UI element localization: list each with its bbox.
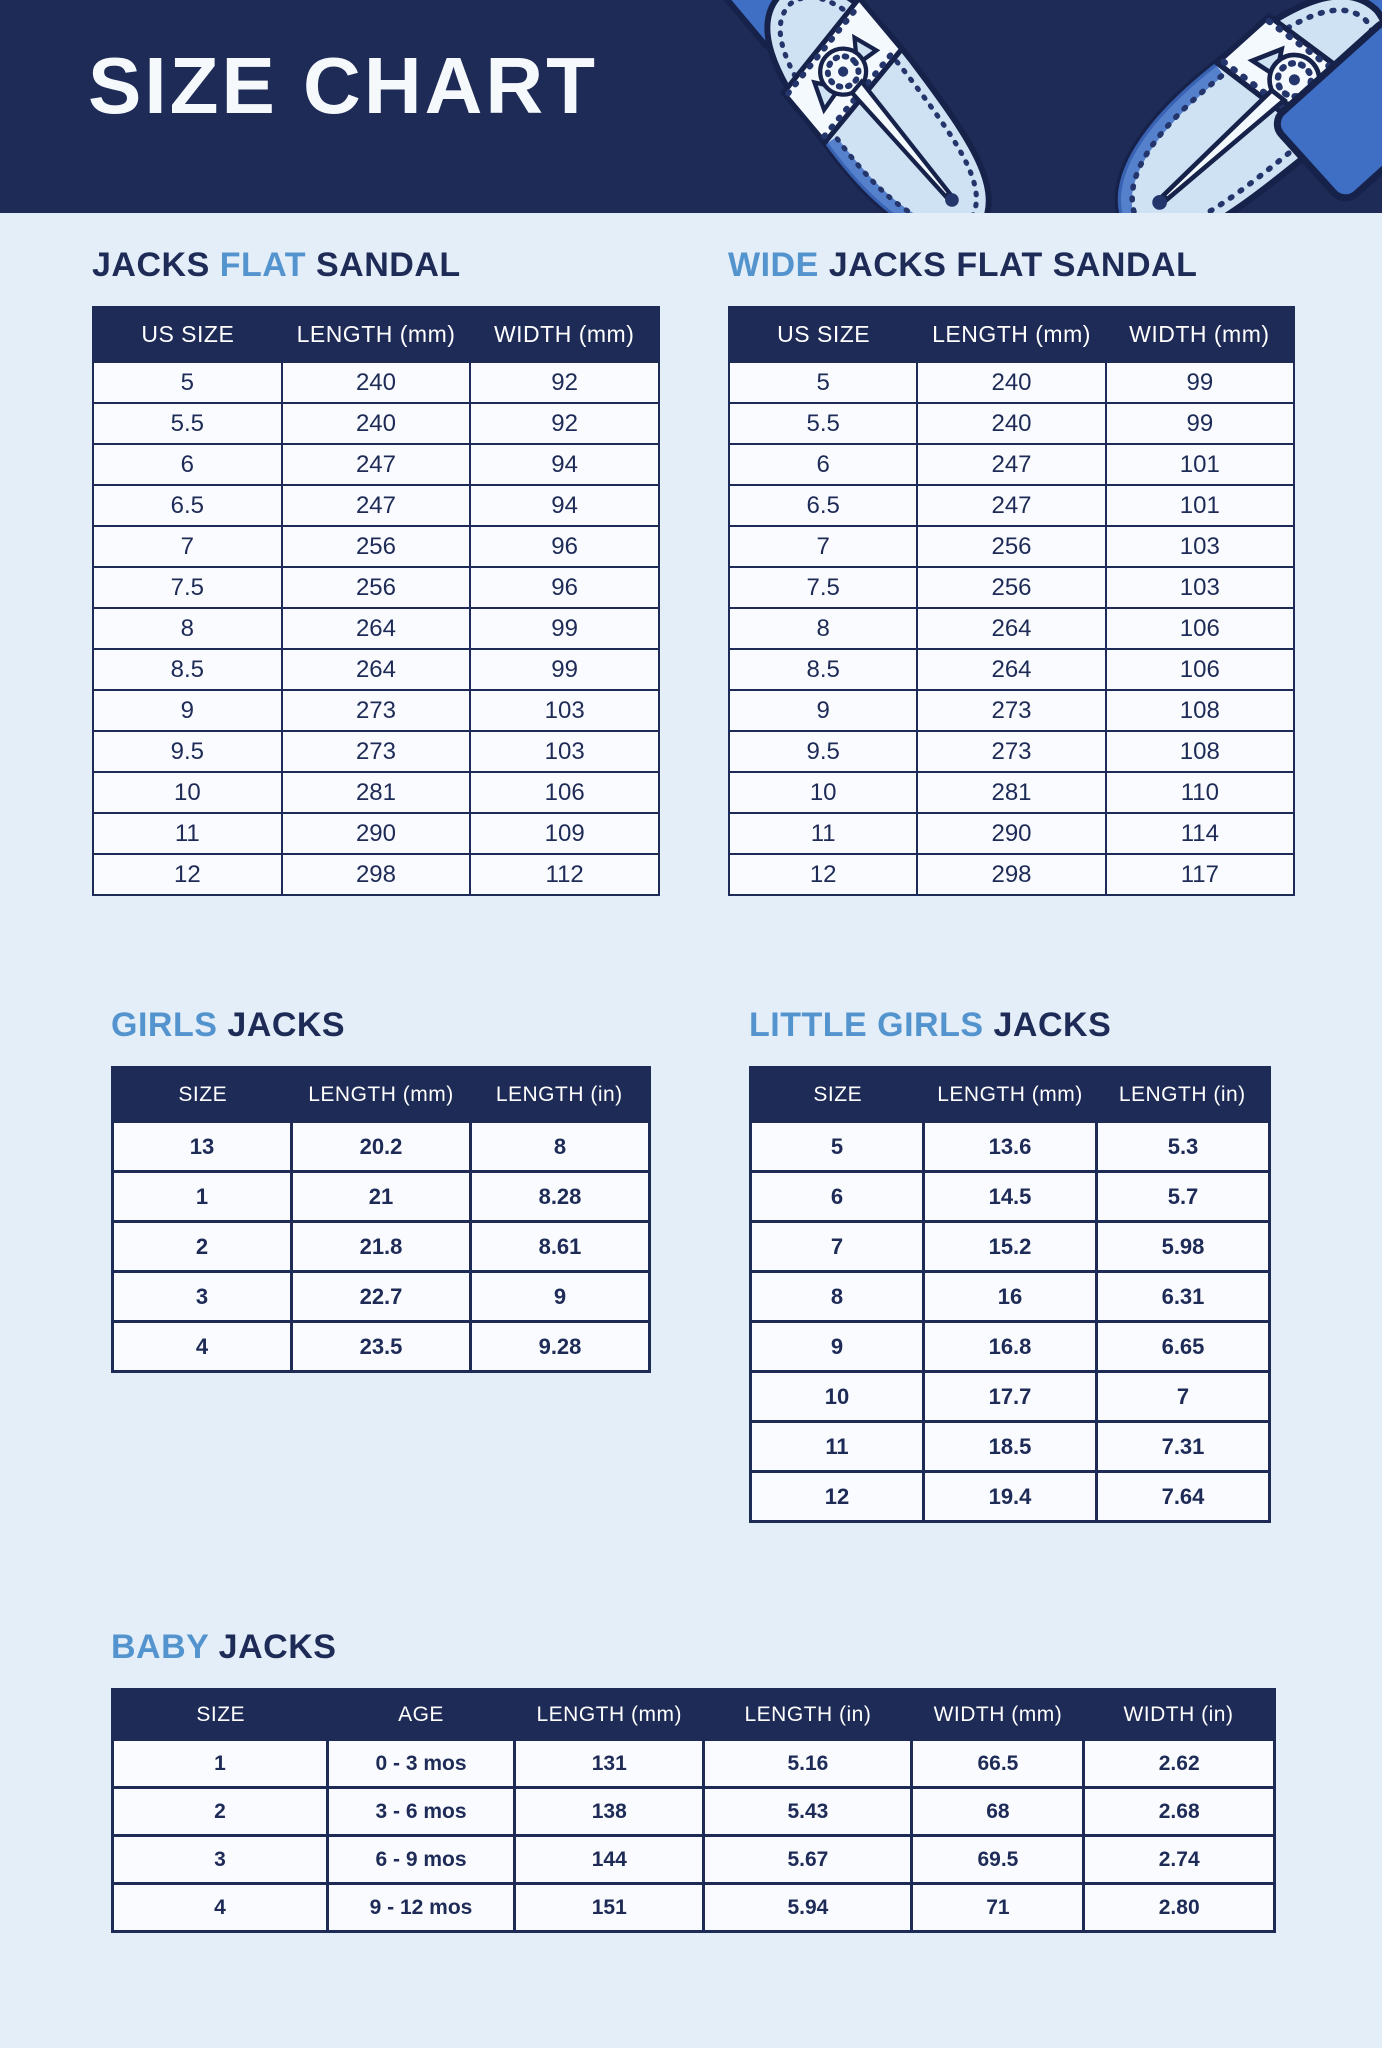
table-row [113, 1322, 650, 1372]
table-cell: 7 [729, 526, 917, 567]
section-title-text: JACKS FLAT SANDAL [818, 246, 1198, 284]
table-cell: 108 [1106, 690, 1294, 731]
table-cell: 71 [912, 1884, 1084, 1932]
column-header: LENGTH (mm) [917, 307, 1105, 362]
table-row [751, 1472, 1270, 1522]
table-cell: 114 [1106, 813, 1294, 854]
table-cell: 6.31 [1097, 1272, 1270, 1322]
table-cell: 5 [729, 362, 917, 403]
table-cell: 240 [917, 403, 1105, 444]
table-cell: 264 [282, 649, 471, 690]
table-cell: 6.65 [1097, 1322, 1270, 1372]
column-header: SIZE [113, 1690, 328, 1740]
table-cell: 94 [470, 485, 659, 526]
column-header: WIDTH (mm) [470, 307, 659, 362]
table-row [729, 813, 1294, 854]
table-cell: 15.2 [924, 1222, 1097, 1272]
section-title-text: JACKS [217, 1006, 346, 1044]
table-cell: 151 [515, 1884, 704, 1932]
table-cell: 13 [113, 1122, 292, 1172]
table-cell: 247 [917, 444, 1105, 485]
table-cell: 7.31 [1097, 1422, 1270, 1472]
table-cell: 12 [93, 854, 282, 895]
column-header: LENGTH (mm) [292, 1068, 471, 1122]
table-cell: 144 [515, 1836, 704, 1884]
table-row [93, 690, 659, 731]
table-row [751, 1172, 1270, 1222]
table-cell: 10 [751, 1372, 924, 1422]
section-title-accent: WIDE [728, 246, 819, 284]
table-cell: 110 [1106, 772, 1294, 813]
table-cell: 22.7 [292, 1272, 471, 1322]
table-row [729, 690, 1294, 731]
table-cell: 103 [1106, 567, 1294, 608]
section-title-text: JACKS [983, 1006, 1112, 1044]
table-cell: 7 [93, 526, 282, 567]
table-cell: 68 [912, 1788, 1084, 1836]
table-cell: 6 [729, 444, 917, 485]
column-header: SIZE [751, 1068, 924, 1122]
table-cell: 103 [470, 690, 659, 731]
section-wide-jacks-flat-sandal [728, 246, 1295, 896]
table-cell: 6.5 [729, 485, 917, 526]
table-cell: 66.5 [912, 1740, 1084, 1788]
section-little-girls-jacks [749, 1006, 1271, 1523]
table-cell: 9 - 12 mos [327, 1884, 514, 1932]
table-cell: 1 [113, 1740, 328, 1788]
table-row [113, 1836, 1275, 1884]
section-title-accent: LITTLE GIRLS [749, 1006, 984, 1044]
table-cell: 2.62 [1084, 1740, 1275, 1788]
table-cell: 131 [515, 1740, 704, 1788]
section-title [111, 1006, 651, 1045]
table-row [729, 485, 1294, 526]
section-baby-jacks [111, 1628, 1276, 1933]
table-cell: 8.61 [471, 1222, 650, 1272]
table-cell: 99 [470, 608, 659, 649]
column-header: LENGTH (in) [1097, 1068, 1270, 1122]
section-jacks-flat-sandal [92, 246, 660, 896]
table-cell: 8 [93, 608, 282, 649]
table-row [729, 567, 1294, 608]
table-cell: 240 [282, 362, 471, 403]
table-cell: 5.3 [1097, 1122, 1270, 1172]
table-cell: 256 [282, 567, 471, 608]
table-cell: 101 [1106, 485, 1294, 526]
table-cell: 247 [917, 485, 1105, 526]
table-cell: 290 [917, 813, 1105, 854]
table-cell: 2 [113, 1222, 292, 1272]
column-header: WIDTH (in) [1084, 1690, 1275, 1740]
girls-jacks-size-table [111, 1066, 651, 1373]
column-header: SIZE [113, 1068, 292, 1122]
table-cell: 4 [113, 1884, 328, 1932]
section-girls-jacks [111, 1006, 651, 1373]
table-row [93, 362, 659, 403]
table-cell: 9.28 [471, 1322, 650, 1372]
section-title-text: SANDAL [306, 246, 461, 284]
table-cell: 9 [471, 1272, 650, 1322]
table-cell: 11 [729, 813, 917, 854]
table-cell: 256 [282, 526, 471, 567]
table-cell: 21 [292, 1172, 471, 1222]
table-cell: 9 [751, 1322, 924, 1372]
table-row [113, 1740, 1275, 1788]
section-title [749, 1006, 1271, 1045]
table-header-row [729, 307, 1294, 362]
table-cell: 298 [282, 854, 471, 895]
table-cell: 16 [924, 1272, 1097, 1322]
table-cell: 5 [93, 362, 282, 403]
table-row [93, 608, 659, 649]
table-cell: 96 [470, 526, 659, 567]
table-row [113, 1122, 650, 1172]
table-cell: 9 [93, 690, 282, 731]
table-cell: 5.7 [1097, 1172, 1270, 1222]
section-title [728, 246, 1295, 285]
table-cell: 12 [751, 1472, 924, 1522]
table-cell: 99 [1106, 403, 1294, 444]
table-row [729, 362, 1294, 403]
table-row [751, 1272, 1270, 1322]
table-row [751, 1322, 1270, 1372]
table-cell: 290 [282, 813, 471, 854]
column-header: AGE [327, 1690, 514, 1740]
table-cell: 7.5 [729, 567, 917, 608]
table-cell: 3 [113, 1272, 292, 1322]
table-cell: 5.16 [704, 1740, 912, 1788]
table-cell: 10 [729, 772, 917, 813]
sandals-icon [552, 0, 1382, 213]
table-cell: 7 [751, 1222, 924, 1272]
table-cell: 117 [1106, 854, 1294, 895]
table-cell: 4 [113, 1322, 292, 1372]
table-cell: 298 [917, 854, 1105, 895]
table-cell: 17.7 [924, 1372, 1097, 1422]
table-cell: 1 [113, 1172, 292, 1222]
table-cell: 256 [917, 526, 1105, 567]
table-cell: 12 [729, 854, 917, 895]
table-cell: 106 [1106, 608, 1294, 649]
table-cell: 11 [751, 1422, 924, 1472]
column-header: LENGTH (mm) [924, 1068, 1097, 1122]
table-cell: 273 [917, 731, 1105, 772]
little-girls-jacks-size-table [749, 1066, 1271, 1523]
table-cell: 23.5 [292, 1322, 471, 1372]
table-cell: 5.67 [704, 1836, 912, 1884]
table-cell: 10 [93, 772, 282, 813]
table-cell: 5.5 [729, 403, 917, 444]
table-row [113, 1222, 650, 1272]
table-cell: 96 [470, 567, 659, 608]
section-title-text: JACKS [208, 1628, 337, 1666]
column-header: WIDTH (mm) [912, 1690, 1084, 1740]
table-row [113, 1172, 650, 1222]
table-cell: 101 [1106, 444, 1294, 485]
column-header: US SIZE [729, 307, 917, 362]
table-cell: 92 [470, 403, 659, 444]
section-title-accent: GIRLS [111, 1006, 218, 1044]
table-header-row [93, 307, 659, 362]
table-cell: 16.8 [924, 1322, 1097, 1372]
table-header-row [751, 1068, 1270, 1122]
table-cell: 94 [470, 444, 659, 485]
table-cell: 99 [470, 649, 659, 690]
header-banner [0, 0, 1382, 213]
table-cell: 6 [93, 444, 282, 485]
table-row [93, 813, 659, 854]
table-cell: 8.28 [471, 1172, 650, 1222]
section-title [111, 1628, 1276, 1667]
table-cell: 5 [751, 1122, 924, 1172]
table-cell: 240 [282, 403, 471, 444]
section-title [92, 246, 660, 285]
table-cell: 8.5 [93, 649, 282, 690]
section-title-accent: FLAT [219, 246, 307, 284]
column-header: WIDTH (mm) [1106, 307, 1294, 362]
table-cell: 7.64 [1097, 1472, 1270, 1522]
table-cell: 13.6 [924, 1122, 1097, 1172]
table-cell: 8 [471, 1122, 650, 1172]
table-row [113, 1884, 1275, 1932]
table-cell: 138 [515, 1788, 704, 1836]
table-cell: 247 [282, 485, 471, 526]
baby-jacks-size-table [111, 1688, 1276, 1933]
table-header-row [113, 1690, 1275, 1740]
table-cell: 92 [470, 362, 659, 403]
table-cell: 2.68 [1084, 1788, 1275, 1836]
table-cell: 240 [917, 362, 1105, 403]
table-cell: 5.98 [1097, 1222, 1270, 1272]
table-cell: 264 [917, 649, 1105, 690]
table-row [113, 1788, 1275, 1836]
table-cell: 20.2 [292, 1122, 471, 1172]
table-row [729, 444, 1294, 485]
table-row [729, 731, 1294, 772]
table-row [729, 526, 1294, 567]
table-row [729, 854, 1294, 895]
table-row [729, 403, 1294, 444]
table-cell: 8 [751, 1272, 924, 1322]
table-row [93, 444, 659, 485]
table-cell: 9.5 [729, 731, 917, 772]
table-row [93, 649, 659, 690]
table-cell: 106 [470, 772, 659, 813]
table-cell: 9 [729, 690, 917, 731]
table-row [93, 772, 659, 813]
table-cell: 281 [917, 772, 1105, 813]
table-cell: 9.5 [93, 731, 282, 772]
table-row [729, 649, 1294, 690]
table-cell: 5.94 [704, 1884, 912, 1932]
table-cell: 108 [1106, 731, 1294, 772]
table-cell: 273 [282, 731, 471, 772]
table-header-row [113, 1068, 650, 1122]
table-cell: 5.5 [93, 403, 282, 444]
column-header: LENGTH (mm) [515, 1690, 704, 1740]
table-cell: 273 [917, 690, 1105, 731]
table-row [93, 485, 659, 526]
table-row [729, 772, 1294, 813]
column-header: LENGTH (in) [704, 1690, 912, 1740]
table-cell: 7.5 [93, 567, 282, 608]
table-cell: 14.5 [924, 1172, 1097, 1222]
jacks-flat-sandal-size-table [92, 306, 660, 896]
table-cell: 264 [917, 608, 1105, 649]
table-cell: 109 [470, 813, 659, 854]
table-cell: 18.5 [924, 1422, 1097, 1472]
table-cell: 6 [751, 1172, 924, 1222]
table-cell: 103 [470, 731, 659, 772]
table-cell: 8 [729, 608, 917, 649]
table-cell: 264 [282, 608, 471, 649]
wide-jacks-flat-sandal-size-table [728, 306, 1295, 896]
table-row [751, 1222, 1270, 1272]
table-cell: 7 [1097, 1372, 1270, 1422]
table-cell: 19.4 [924, 1472, 1097, 1522]
table-cell: 2.80 [1084, 1884, 1275, 1932]
column-header: LENGTH (mm) [282, 307, 471, 362]
table-cell: 6.5 [93, 485, 282, 526]
table-row [751, 1422, 1270, 1472]
table-row [93, 854, 659, 895]
section-title-text: JACKS [92, 246, 220, 284]
table-cell: 106 [1106, 649, 1294, 690]
table-cell: 0 - 3 mos [327, 1740, 514, 1788]
table-row [93, 526, 659, 567]
table-cell: 99 [1106, 362, 1294, 403]
table-row [751, 1372, 1270, 1422]
table-cell: 256 [917, 567, 1105, 608]
table-row [93, 567, 659, 608]
table-cell: 273 [282, 690, 471, 731]
table-cell: 281 [282, 772, 471, 813]
column-header: LENGTH (in) [471, 1068, 650, 1122]
column-header: US SIZE [93, 307, 282, 362]
table-row [751, 1122, 1270, 1172]
table-cell: 6 - 9 mos [327, 1836, 514, 1884]
table-row [729, 608, 1294, 649]
table-cell: 21.8 [292, 1222, 471, 1272]
table-cell: 103 [1106, 526, 1294, 567]
table-cell: 5.43 [704, 1788, 912, 1836]
section-title-accent: BABY [111, 1628, 209, 1666]
table-cell: 247 [282, 444, 471, 485]
table-cell: 3 [113, 1836, 328, 1884]
table-cell: 69.5 [912, 1836, 1084, 1884]
table-cell: 2.74 [1084, 1836, 1275, 1884]
table-row [93, 731, 659, 772]
table-cell: 112 [470, 854, 659, 895]
table-cell: 2 [113, 1788, 328, 1836]
table-row [113, 1272, 650, 1322]
table-cell: 3 - 6 mos [327, 1788, 514, 1836]
table-cell: 11 [93, 813, 282, 854]
page-title: SIZE CHART [88, 41, 598, 130]
table-cell: 8.5 [729, 649, 917, 690]
table-row [93, 403, 659, 444]
